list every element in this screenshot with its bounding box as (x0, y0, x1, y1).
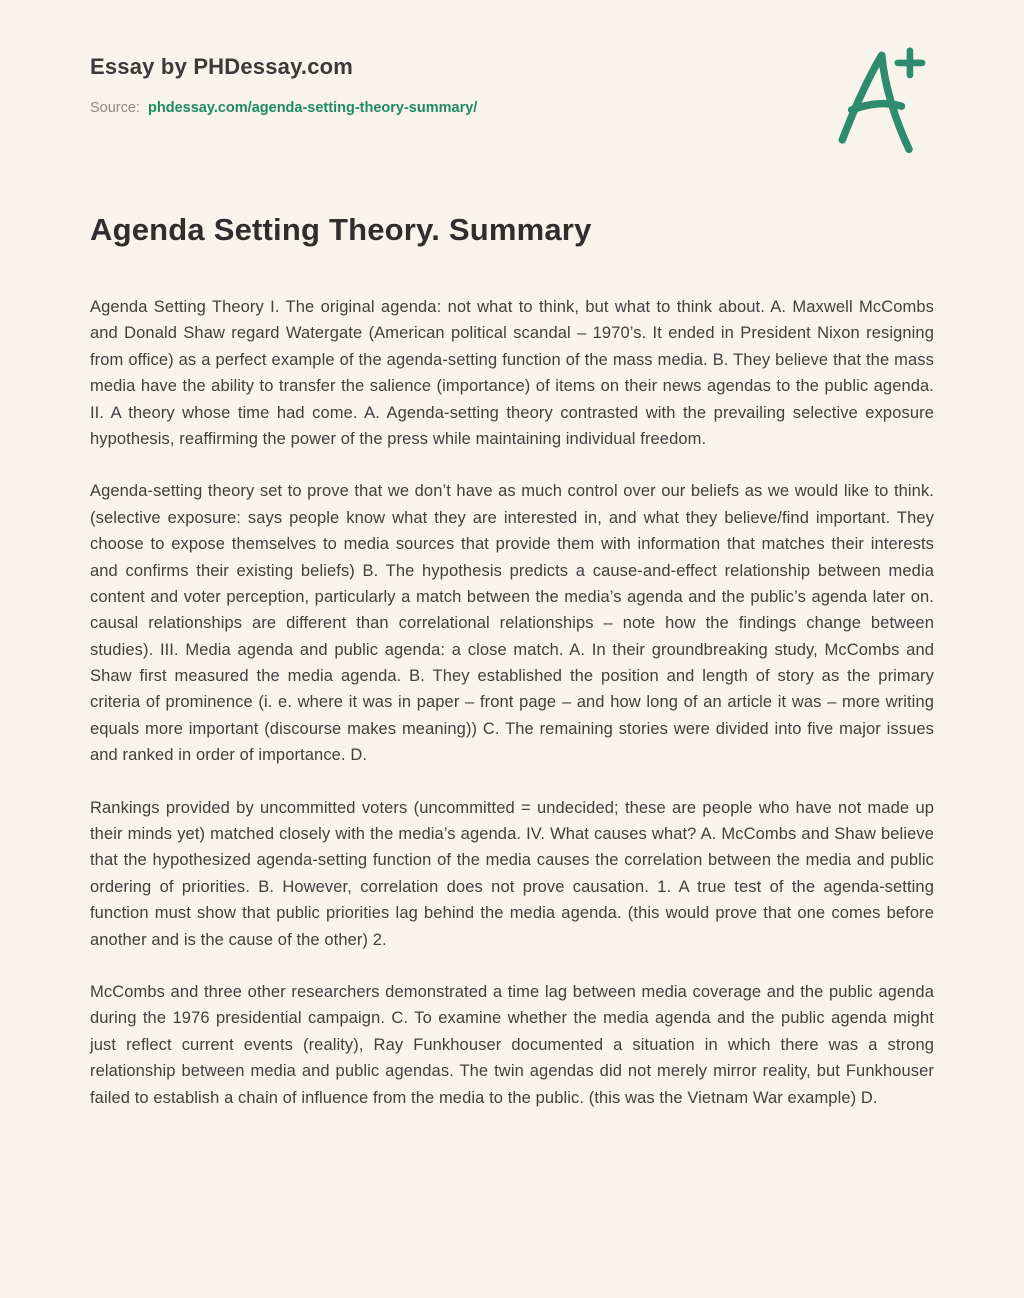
source-link[interactable]: phdessay.com/agenda-setting-theory-summary/ (148, 100, 478, 116)
article-body (90, 294, 934, 1111)
article-paragraph: Agenda Setting Theory I. The original agenda: not what to think, but what to think about. A. Maxwell McCombs and Donald Shaw regard Watergate (American political scandal – 1970’s. It ended in President Nixon resigning from office) as a perfect example of the agenda-setting function of the mass media. B. They believe that the mass media have the ability to transfer the salience (importance) of items on their news agendas to the public agenda. II. A theory whose time had come. A. Agenda-setting theory contrasted with the prevailing selective exposure hypothesis, reaffirming the power of the press while maintaining individual freedom. (90, 298, 934, 448)
article-title: Agenda Setting Theory. Summary (90, 212, 592, 247)
a-plus-icon (830, 46, 926, 154)
phdessay-logo[interactable] (830, 46, 926, 154)
article-paragraph: McCombs and three other researchers demonstrated a time lag between media coverage and the public agenda during the 1976 presidential campaign. C. To examine whether the media agenda and the public agenda might just reflect current events (reality), Ray Funkhouser documented a situation in which there was a strong relationship between media and public agendas. The twin agendas did not merely mirror reality, but Funkhouser failed to establish a chain of influence from the media to the public. (this was the Vietnam War example) D. (90, 982, 934, 1107)
source-label: Source: (90, 100, 140, 116)
source-line (90, 100, 477, 116)
article-paragraph: Agenda-setting theory set to prove that we don’t have as much control over our beliefs as we would like to think. (selective exposure: says people know what they are interested in, and what they believe/find important. They choose to expose themselves to media sources that provide them with information that matches their interests and confirms their existing beliefs) B. The hypothesis predicts a cause-and-effect relationship between media content and voter perception, particularly a match between the media’s agenda and the public’s agenda later on. causal relationships are different than correlational relationships – note how the findings change between studies). III. Media agenda and public agenda: a close match. A. In their groundbreaking study, McCombs and Shaw first measured the media agenda. B. They established the position and length of story as the primary criteria of prominence (i. e. where it was in paper – front page – and how long of an article it was – more writing equals more important (discourse makes meaning)) C. The remaining stories were divided into five major issues and ranked in order of importance. D. (90, 482, 934, 765)
page-header (90, 46, 934, 154)
article-paragraph: Rankings provided by uncommitted voters (uncommitted = undecided; these are people who have not made up their minds yet) matched closely with the media’s agenda. IV. What causes what? A. McCombs and Shaw believe that the hypothesized agenda-setting function of the media causes the correlation between the media and public ordering of priorities. B. However, correlation does not prove causation. 1. A true test of the agenda-setting function must show that public priorities lag behind the media agenda. (this would prove that one comes before another and is the cause of the other) 2. (90, 798, 934, 949)
header-text-block (90, 46, 477, 116)
essay-by-heading: Essay by PHDessay.com (90, 54, 354, 79)
